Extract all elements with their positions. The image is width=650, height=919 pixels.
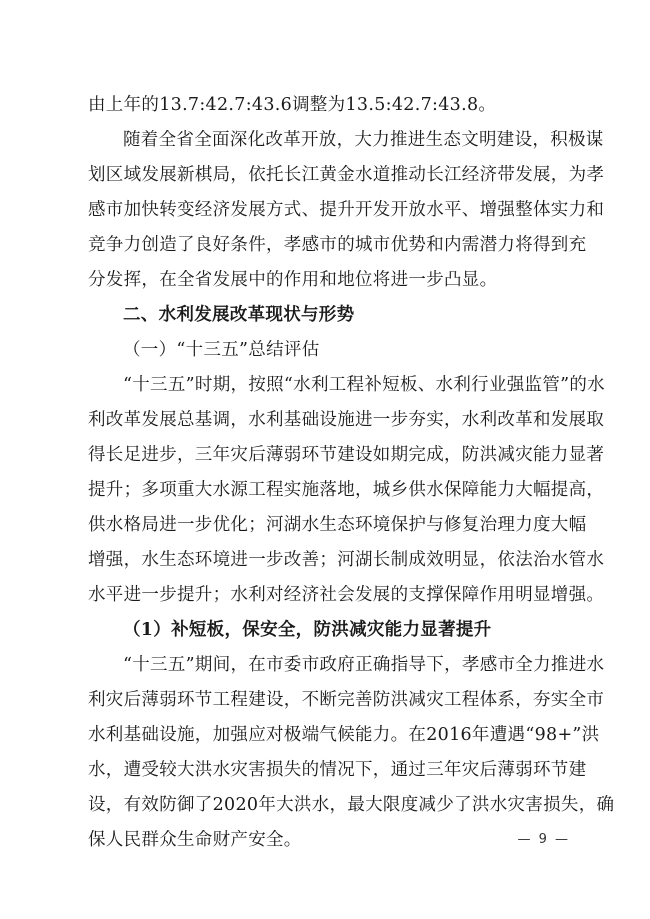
paragraph-line: 感市加快转变经济发展方式、提升开发开放水平、增强整体实力和: [88, 200, 605, 220]
paragraph-line: 设，有效防御了2020年大洪水，最大限度减少了洪水灾害损失，确: [88, 795, 615, 815]
paragraph-line: “十三五”期间，在市委市政府正确指导下，孝感市全力推进水: [123, 655, 605, 675]
paragraph-line: “十三五”时期，按照“水利工程补短板、水利行业强监管”的水: [123, 375, 605, 395]
item-heading: （1）补短板，保安全，防洪减灾能力显著提升: [123, 620, 492, 640]
paragraph-line: 增强，水生态环境进一步改善；河湖长制成效明显，依法治水管水: [88, 550, 605, 570]
paragraph-line: 随着全省全面深化改革开放，大力推进生态文明建设，积极谋: [123, 130, 604, 150]
page-number: — 9 —: [517, 832, 570, 847]
paragraph-line: 划区域发展新棋局，依托长江黄金水道推动长江经济带发展，为孝: [88, 165, 605, 185]
paragraph-line: 保人民群众生命财产安全。: [88, 830, 302, 850]
paragraph-line: 水利基础设施，加强应对极端气候能力。在2016年遭遇“98+”洪: [88, 725, 600, 745]
paragraph-line: 提升；多项重大水源工程实施落地，城乡供水保障能力大幅提高，: [88, 480, 605, 500]
paragraph-line: 分发挥，在全省发展中的作用和地位将进一步凸显。: [88, 270, 498, 290]
paragraph-line: 水，遭受较大洪水灾害损失的情况下，通过三年灾后薄弱环节建: [88, 760, 587, 780]
paragraph-line: 得长足进步，三年灾后薄弱环节建设如期完成，防洪减灾能力显著: [88, 445, 605, 465]
paragraph-line: 利改革发展总基调，水利基础设施进一步夯实，水利改革和发展取: [88, 410, 605, 430]
paragraph-line: 竞争力创造了良好条件，孝感市的城市优势和内需潜力将得到充: [88, 235, 587, 255]
paragraph-line: 由上年的13.7:42.7:43.6调整为13.5:42.7:43.8。: [88, 95, 497, 115]
section-heading: 二、水利发展改革现状与形势: [123, 305, 355, 325]
subsection-heading: （一）“十三五”总结评估: [123, 340, 320, 360]
paragraph-line: 水平进一步提升；水利对经济社会发展的支撑保障作用明显增强。: [88, 585, 605, 605]
document-body: [88, 88, 615, 858]
paragraph-line: 供水格局进一步优化；河湖水生态环境保护与修复治理力度大幅: [88, 515, 587, 535]
paragraph-line: 利灾后薄弱环节工程建设，不断完善防洪减灾工程体系，夯实全市: [88, 690, 605, 710]
